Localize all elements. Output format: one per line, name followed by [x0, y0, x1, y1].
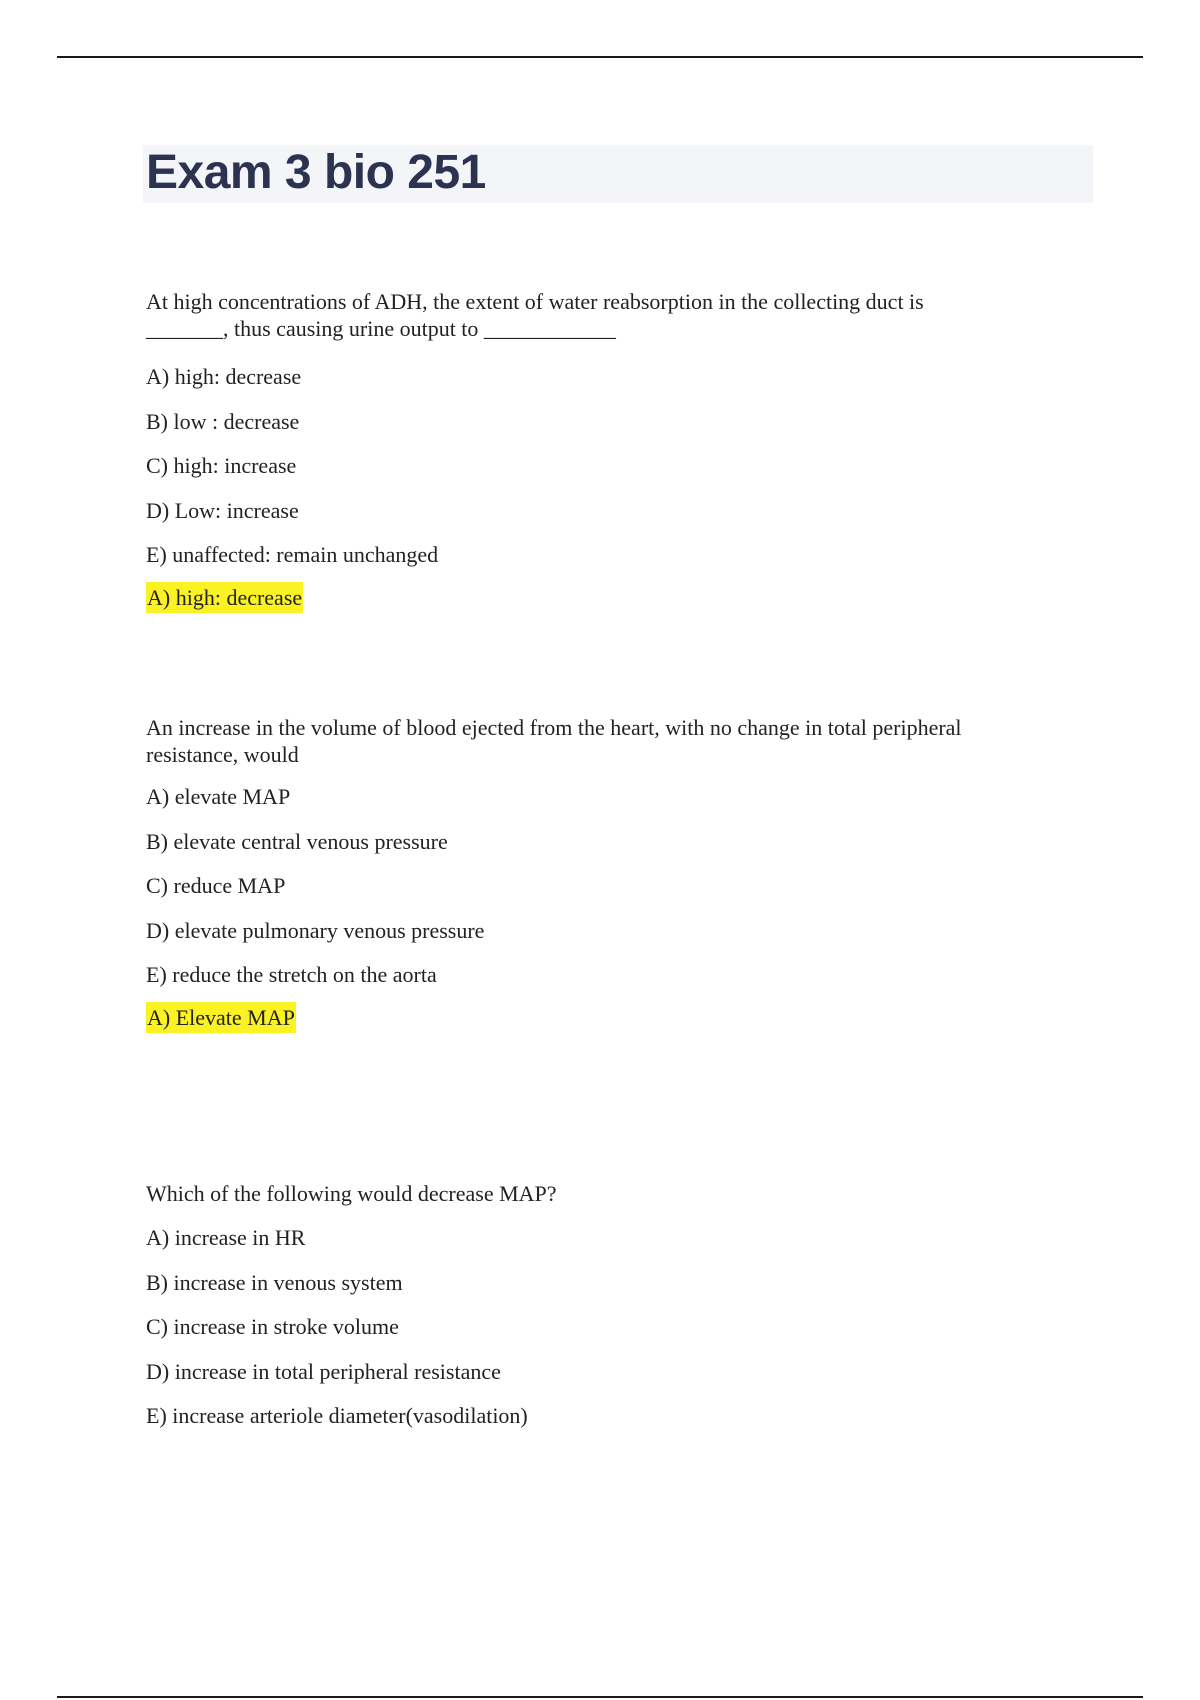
question-1: [146, 288, 1066, 613]
option-e: E) unaffected: remain unchanged: [146, 542, 439, 567]
option-list: [146, 775, 1066, 998]
question-stem-line: At high concentrations of ADH, the extent of water reabsorption in the collecting duct is: [146, 289, 924, 314]
option-b: B) elevate central venous pressure: [146, 828, 448, 854]
option-list: [146, 1216, 1066, 1439]
option-b: B) low : decrease: [146, 408, 300, 434]
bottom-rule: [57, 1696, 1143, 1698]
option-c: C) high: increase: [146, 453, 297, 478]
question-stem: [146, 1180, 1066, 1207]
option-c: C) reduce MAP: [146, 873, 286, 898]
question-stem: [146, 714, 1066, 768]
highlighted-answer: A) Elevate MAP: [146, 1002, 296, 1033]
option-e: E) increase arteriole diameter(vasodilation): [146, 1403, 528, 1428]
option-list: [146, 355, 1066, 578]
question-stem-line: resistance, would: [146, 742, 299, 767]
question-stem-line: Which of the following would decrease MAP?: [146, 1181, 557, 1206]
option-a: A) high: decrease: [146, 364, 302, 389]
question-stem-line: _______, thus causing urine output to ____________: [146, 316, 616, 341]
option-b: B) increase in venous system: [146, 1269, 403, 1295]
highlighted-answer: A) high: decrease: [146, 582, 303, 613]
page-title: Exam 3 bio 251: [146, 146, 486, 199]
question-3: [146, 1180, 1066, 1439]
question-stem: [146, 288, 1066, 342]
option-a: A) increase in HR: [146, 1225, 306, 1250]
option-a: A) elevate MAP: [146, 784, 291, 809]
question-stem-line: An increase in the volume of blood ejected from the heart, with no change in total peripheral: [146, 715, 962, 740]
option-c: C) increase in stroke volume: [146, 1314, 399, 1339]
option-d: D) elevate pulmonary venous pressure: [146, 917, 485, 943]
option-e: E) reduce the stretch on the aorta: [146, 962, 437, 987]
option-d: D) Low: increase: [146, 497, 299, 523]
option-d: D) increase in total peripheral resistance: [146, 1358, 501, 1384]
question-2: [146, 714, 1066, 1033]
top-rule: [57, 56, 1143, 58]
